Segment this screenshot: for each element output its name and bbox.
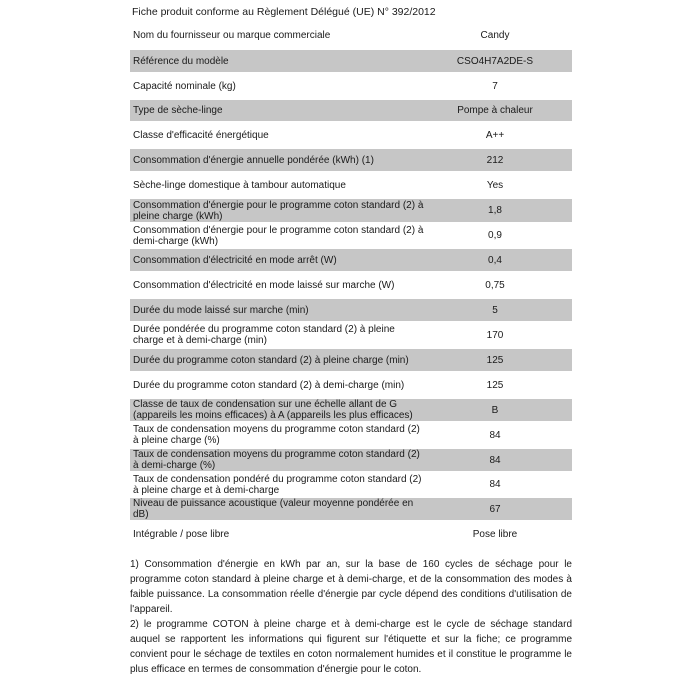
spec-row (130, 324, 572, 349)
spec-row (130, 349, 572, 374)
spec-value: 125 (486, 354, 504, 366)
spec-value: 84 (489, 429, 501, 441)
spec-row (130, 274, 572, 299)
spec-row (130, 24, 572, 50)
spec-row (130, 149, 572, 174)
spec-label: Durée pondérée du programme coton standard (2) à pleine charge et à demi-charge (min) (133, 324, 395, 346)
spec-row (130, 399, 572, 424)
spec-label: Classe de taux de condensation sur une échelle allant de G (appareils les moins efficaces) à A (appareils les plus efficaces) (133, 399, 413, 421)
spec-row (130, 50, 572, 75)
spec-label: Consommation d'énergie pour le programme coton standard (2) à demi-charge (kWh) (133, 224, 424, 247)
spec-row (130, 374, 572, 399)
spec-value: CSO4H7A2DE-S (456, 55, 534, 67)
spec-value: 84 (489, 479, 501, 490)
spec-label: Niveau de puissance acoustique (valeur moyenne pondérée en dB) (133, 498, 414, 520)
spec-row (130, 124, 572, 149)
spec-value: Yes (486, 179, 504, 191)
spec-value: 170 (486, 329, 504, 341)
spec-value: 0,4 (488, 254, 502, 266)
spec-label: Consommation d'énergie pour le programme coton standard (2) à pleine charge (kWh) (133, 199, 424, 222)
spec-value: A++ (485, 129, 505, 141)
spec-label: Consommation d'électricité en mode arrêt (W) (133, 254, 337, 266)
spec-label: Consommation d'électricité en mode laissé sur marche (W) (133, 279, 395, 291)
spec-label: Sèche-linge domestique à tambour automatique (133, 179, 346, 191)
spec-value: B (491, 404, 499, 416)
document-title: Fiche produit conforme au Règlement Délégué (UE) N° 392/2012 (132, 6, 436, 18)
spec-row (130, 424, 572, 449)
spec-label: Type de sèche-linge (133, 105, 223, 116)
spec-value: 0,75 (485, 279, 505, 291)
spec-row (130, 449, 572, 474)
spec-label: Taux de condensation moyens du programme coton standard (2) à demi-charge (%) (133, 449, 420, 471)
spec-value: 1,8 (488, 205, 502, 216)
spec-row (130, 225, 572, 249)
footnote: 2) le programme COTON à pleine charge et à demi-charge est le cycle de séchage standard auquel se rapportent les informations qui figurent sur l'étiquette et sur la fiche; ce programme convient pour le séchage de textiles en coton normalement humides et il constitue le programme le plus efficace en termes de consommation d'énergie pour le coton. (130, 619, 572, 675)
spec-label: Taux de condensation moyens du programme coton standard (2) à pleine charge (%) (133, 424, 420, 446)
spec-label: Durée du programme coton standard (2) à pleine charge (min) (133, 354, 409, 366)
spec-row (130, 75, 572, 100)
spec-label: Durée du programme coton standard (2) à demi-charge (min) (133, 379, 405, 391)
footnote: 1) Consommation d'énergie en kWh par an, sur la base de 160 cycles de séchage pour le programme coton standard à pleine charge et à demi-charge, et de la consommation des modes à faible puissance. La consommation réelle d'énergie par cycle dépend des conditions d'utilisation de l'appareil. (130, 559, 572, 615)
spec-row (130, 498, 572, 523)
spec-value: Candy (480, 30, 510, 41)
spec-label: Nom du fournisseur ou marque commerciale (133, 30, 331, 41)
spec-label: Durée du mode laissé sur marche (min) (133, 304, 309, 316)
spec-table (130, 24, 572, 548)
spec-value: Pompe à chaleur (457, 105, 533, 116)
spec-row (130, 523, 572, 548)
spec-value: 0,9 (488, 230, 502, 241)
spec-value: 7 (492, 80, 498, 92)
spec-label: Classe d'efficacité énergétique (133, 129, 269, 141)
spec-label: Intégrable / pose libre (133, 528, 230, 540)
spec-row (130, 299, 572, 324)
spec-value: 212 (486, 154, 504, 166)
spec-label: Capacité nominale (kg) (133, 80, 236, 92)
spec-row (130, 199, 572, 225)
spec-value: 5 (492, 304, 498, 316)
spec-label: Consommation d'énergie annuelle pondérée (kWh) (1) (133, 154, 374, 166)
spec-row (130, 474, 572, 498)
spec-row (130, 249, 572, 274)
spec-label: Taux de condensation pondéré du programme coton standard (2) à pleine charge et à demi-charge (133, 473, 422, 496)
spec-value: 125 (486, 379, 504, 391)
spec-label: Référence du modèle (133, 55, 229, 67)
spec-value: Pose libre (472, 528, 518, 540)
spec-row (130, 174, 572, 199)
spec-value: 84 (489, 454, 501, 466)
spec-row (130, 100, 572, 124)
spec-value: 67 (489, 503, 501, 515)
footnotes (130, 557, 572, 677)
